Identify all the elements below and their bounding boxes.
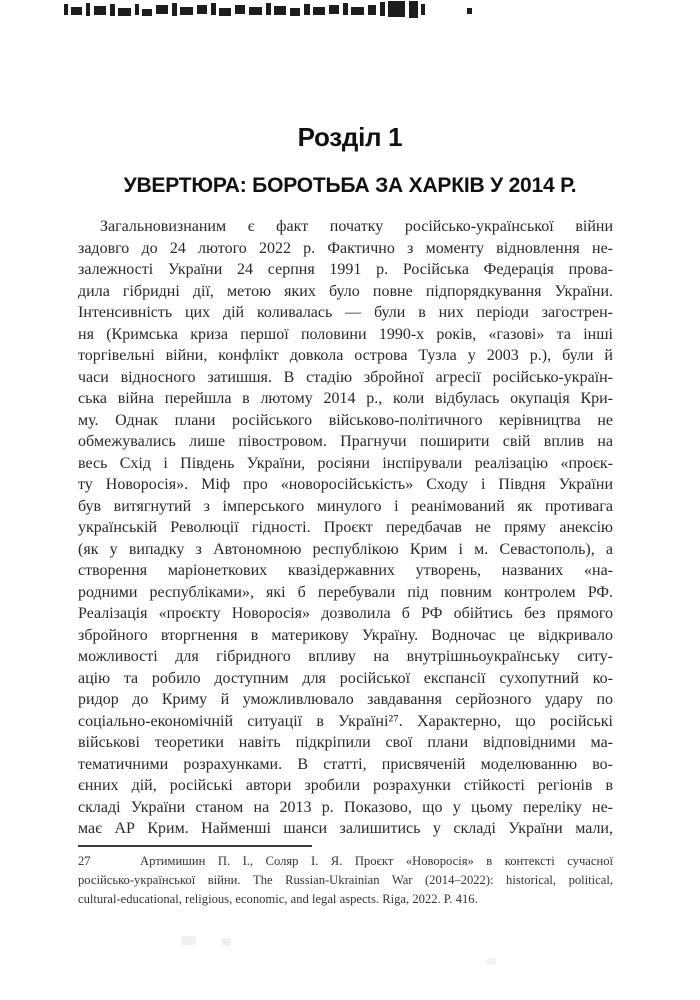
chapter-title: УВЕРТЮРА: БОРОТЬБА ЗА ХАРКІВ У 2014 Р. — [123, 174, 577, 197]
text-line: соціально-економічній ситуації в Україні²⁷. Характерно, що російські — [78, 712, 613, 730]
text-line: ацію та робило доступним для російської експансії сухопутний ко- — [78, 669, 613, 687]
chapter-number: Розділ 1 — [297, 122, 403, 152]
text-line: ридор до Криму й уможливлювало завдавання серйозного удару по — [78, 691, 613, 708]
text-line: (як у випадку з Автономною республікою Крим і м. Севастополь), а — [78, 540, 613, 558]
text-line: ту Новоросія». Міф про «новоросійськість» Сходу і Півдня України — [78, 476, 613, 493]
text-line: створення маріонеткових квазідержавних утворень, названих «на- — [78, 562, 613, 579]
print-through-smudge — [222, 938, 231, 946]
text-line: дила гібридні дії, метою яких було повне підпорядкування України. — [78, 282, 613, 300]
text-line: ська війна перейшла в лютому 2014 р., коли відбулась окупація Кри- — [78, 390, 613, 407]
text-line: cultural-educational, religious, economic, and legal aspects. Riga, 2022. P. 416. — [78, 892, 478, 906]
text-line: часи відносного затишшя. В стадію збройної агресії російсько-україн- — [78, 368, 613, 386]
text-line: ня (Кримська криза першої половини 1990-х років, «газові» та інші — [78, 325, 613, 343]
body-paragraph — [78, 216, 613, 840]
footnote-text: Артимишин П. І., Соляр І. Я. Проєкт «Новоросія» в контексті сучасної — [140, 854, 613, 868]
text-line: має АР Крим. Найменші шанси залишитись у складі України мали, — [78, 820, 613, 837]
footnote-separator — [78, 845, 312, 847]
footnote-continuation — [78, 871, 613, 909]
text-line: був витягнутий з імперського минулого і реанімований як противага — [78, 497, 613, 515]
text-line: Загальновизнаним є факт початку російсько-української війни — [100, 218, 613, 235]
text-line: складі України станом на 2013 р. Показово, що у цьому переліку не- — [78, 798, 613, 816]
text-line: весь Схід і Південь України, росіяни інспірували реалізацію «проєк- — [78, 454, 613, 472]
print-through-smudge — [181, 936, 196, 945]
text-line: військові теоретики навіть підкріпили свої плани відповідними ма- — [78, 734, 613, 751]
text-line: Реалізація «проєкту Новоросія» дозволила б РФ обійтись без прямого — [78, 605, 613, 622]
text-line: тематичними розрахунками. В статті, присвяченій моделюванню во- — [78, 755, 613, 773]
text-line: задовго до 24 лютого 2022 р. Фактично з моменту відновлення не- — [78, 239, 613, 257]
cropped-text-artifact — [64, 1, 479, 19]
print-through-smudge — [487, 958, 496, 965]
footnote — [78, 852, 613, 909]
text-line: залежності України 24 серпня 1991 р. Російська Федерація прова- — [78, 261, 613, 278]
footnote-first-line — [78, 852, 613, 871]
text-line: збройного вторгнення в материкову Україну. Водночас це відкривало — [78, 626, 613, 644]
text-line: родними республіками», які б перебували під повним контролем РФ. — [78, 583, 613, 601]
text-line: му. Однак плани російського військово-політичного керівництва не — [78, 411, 613, 429]
text-line: торгівельні війни, конфлікт довкола острова Тузла у 2003 р.), були й — [78, 347, 613, 364]
text-line: можливості для гібридного впливу на внутрішньоукраїнську ситу- — [78, 648, 613, 665]
text-line: Інтенсивність цих дій коливалась — були в них періоди загострен- — [78, 304, 613, 321]
footnote-number: 27 — [78, 854, 91, 868]
text-line: українській Революції гідності. Проєкт передбачав не пряму анексію — [78, 519, 613, 536]
text-line: єнних дій, російські автори зробили розрахунки стійкості регіонів в — [78, 777, 613, 794]
text-line: російсько-української війни. The Russian-Ukrainian War (2014–2022): historical, political, — [78, 873, 613, 887]
text-line: обмежувались лише півостровом. Прагнучи поширити свій вплив на — [78, 433, 613, 450]
